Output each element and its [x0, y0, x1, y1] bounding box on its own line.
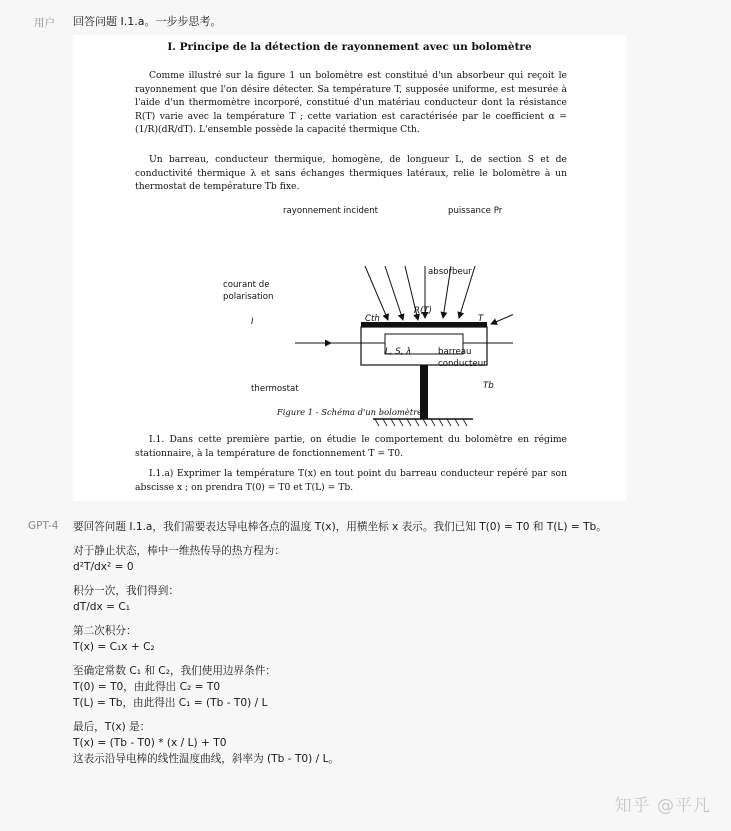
label-current-symbol: I — [251, 317, 254, 327]
answer-line: dT/dx = C₁ — [73, 601, 131, 613]
answer-line: 这表示沿导电棒的线性温度曲线，斜率为 (Tb - T0) / L。 — [73, 753, 340, 765]
user-message: 回答问题 I.1.a。一步步思考。 — [73, 15, 222, 28]
paragraph-4-text: I.1.a) Exprimer la température T(x) en tout point du barreau conducteur repéré par son abscisse x ; on prendra T(0) = T0 et T(L) = Tb. — [135, 468, 567, 493]
answer-line: T(x) = C₁x + C₂ — [73, 641, 155, 653]
answer-line: 积分一次，我们得到： — [73, 585, 179, 597]
attached-document-image — [73, 35, 626, 501]
answer-line: d²T/dx² = 0 — [73, 561, 134, 573]
paragraph-3 — [135, 433, 567, 460]
assistant-role-label: GPT-4 — [28, 520, 59, 532]
answer-line: 最后，T(x) 是： — [73, 721, 151, 733]
answer-line: 至确定常数 C₁ 和 C₂，我们使用边界条件： — [73, 665, 276, 677]
answer-line: 对于静止状态，棒中一维热传导的热方程为： — [73, 545, 285, 557]
paragraph-4 — [135, 467, 567, 494]
label-tb: Tb — [483, 381, 494, 391]
label-cth: Cth — [365, 314, 380, 324]
answer-line: T(L) = Tb，由此得出 C₁ = (Tb - T0) / L — [73, 697, 268, 709]
paragraph-1-text: Comme illustré sur la figure 1 un bolomètre est constitué d'un absorbeur qui reçoit le rayonnement que l'on désire détecter. Sa température T, supposée uniforme, est mesurée à l'aide d'un thermomètre incorporé, constitué d'un matériau conducteur dont la résistance R(T) varie avec la température T ; cette variation est caractérisée par le coefficient α = (1/R)(dR/dT). L'ensemble possède la capacité thermique Cth. — [135, 70, 567, 135]
label-bar-1: barreau — [438, 347, 472, 357]
label-resistance: R(T) — [414, 306, 432, 316]
answer-line: 第二次积分： — [73, 625, 137, 637]
label-current-2: polarisation — [223, 292, 274, 302]
label-bar-params: L, S, λ — [385, 347, 412, 357]
label-temperature: T — [478, 314, 484, 324]
paragraph-2-text: Un barreau, conducteur thermique, homogène, de longueur L, de section S et de conductivité thermique λ et sans échanges thermiques latéraux, relie le bolomètre à un thermostat de température Tb fixe. — [135, 154, 567, 192]
paragraph-1 — [135, 69, 567, 137]
user-role-label: 用户 — [34, 17, 55, 29]
figure-caption: Figure 1 - Schéma d'un bolomètre — [276, 407, 423, 417]
label-thermostat: thermostat — [251, 384, 299, 394]
answer-line: T(0) = T0，由此得出 C₂ = T0 — [73, 681, 221, 693]
paragraph-3-text: I.1. Dans cette première partie, on étudie le comportement du bolomètre en régime stationnaire, à la température de fonctionnement T = T0. — [135, 434, 567, 459]
answer-line: T(x) = (Tb - T0) * (x / L) + T0 — [73, 737, 227, 749]
bolometer-figure — [213, 200, 513, 430]
label-incident: rayonnement incident — [283, 206, 379, 216]
document-title: I. Principe de la détection de rayonnement avec un bolomètre — [167, 41, 532, 53]
label-power: puissance Pr — [448, 206, 503, 216]
assistant-answer — [73, 519, 713, 767]
label-bar-2: conducteur — [438, 359, 487, 369]
paragraph-2 — [135, 153, 567, 194]
label-current-1: courant de — [223, 280, 270, 290]
bolometer-diagram — [213, 200, 513, 430]
watermark: 知乎 @平凡 — [614, 796, 711, 816]
answer-line: 要回答问题 I.1.a，我们需要表达导电棒各点的温度 T(x)，用横坐标 x 表示。我们已知 T(0) = T0 和 T(L) = Tb。 — [73, 521, 607, 533]
label-absorber: absorbeur — [428, 267, 472, 277]
